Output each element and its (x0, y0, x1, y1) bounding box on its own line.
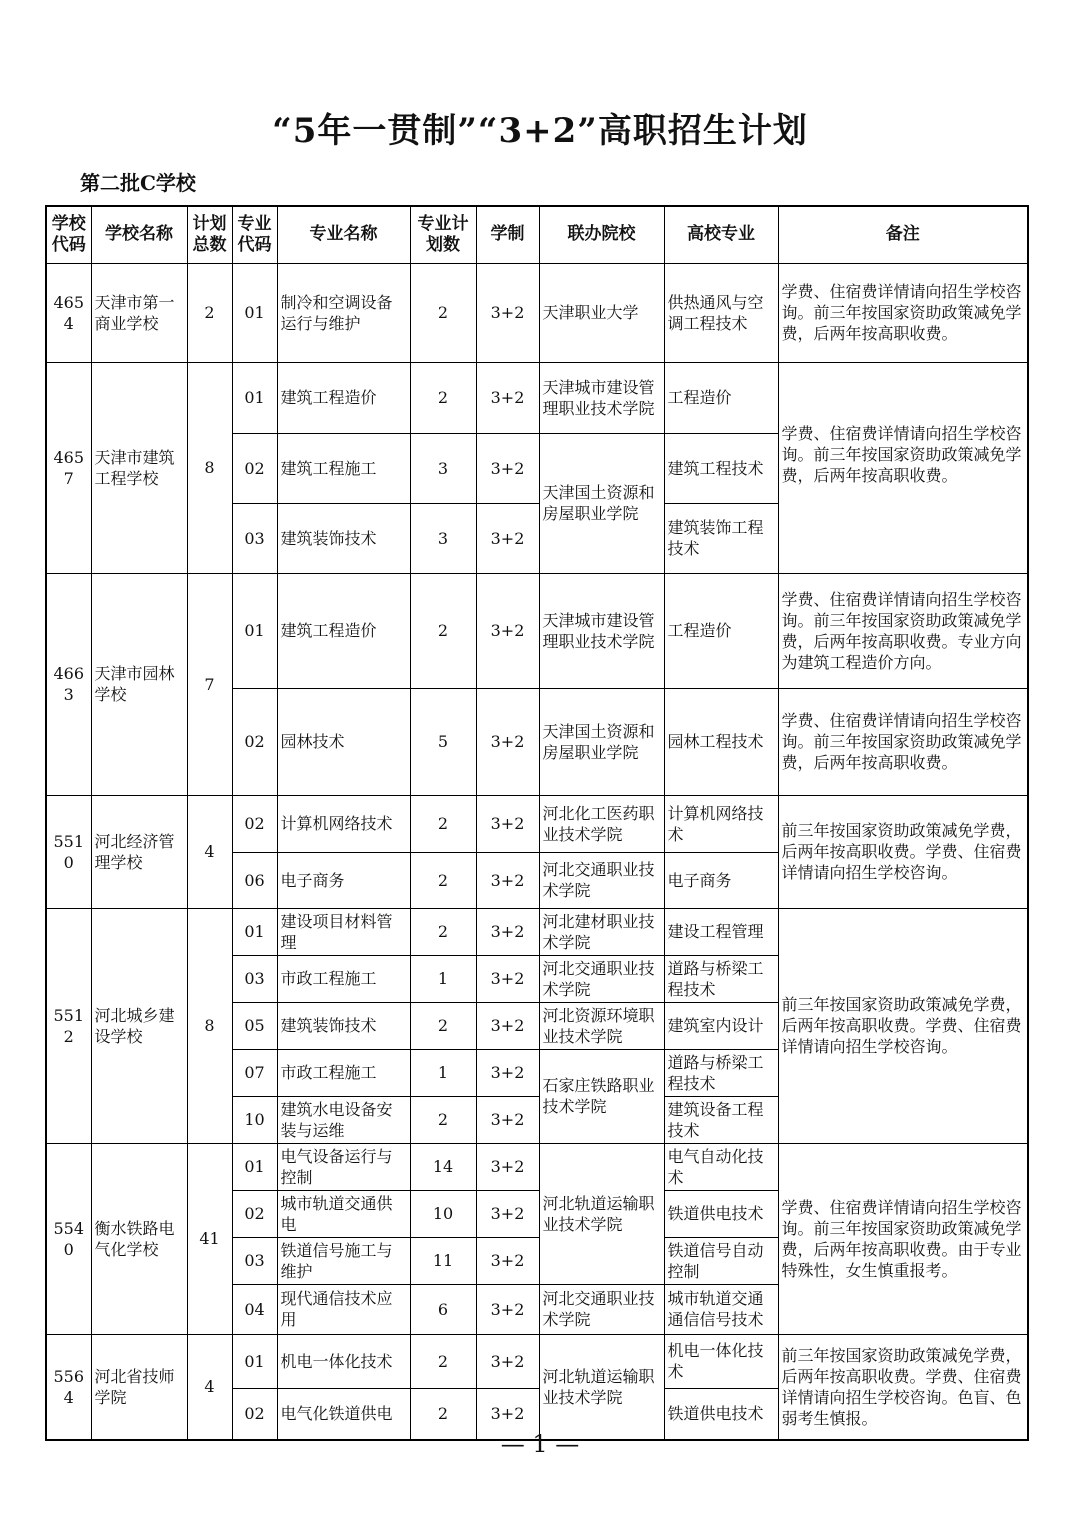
school-code: 5512 (46, 908, 91, 1143)
header-partner: 联办院校 (539, 206, 664, 263)
header-plan-total: 计划总数 (187, 206, 232, 263)
table-row (46, 1143, 1028, 1190)
partner-college: 石家庄铁路职业技术学院 (539, 1049, 664, 1143)
partner-college: 河北交通职业技术学院 (539, 955, 664, 1002)
partner-college: 河北交通职业技术学院 (539, 852, 664, 908)
major-name: 建筑装饰技术 (277, 503, 410, 573)
system: 3+2 (476, 1049, 539, 1096)
major-code: 05 (232, 1002, 277, 1049)
partner-college: 天津国土资源和房屋职业学院 (539, 433, 664, 573)
college-major: 建筑工程技术 (664, 433, 778, 503)
header-school-code: 学校代码 (46, 206, 91, 263)
partner-college: 河北交通职业技术学院 (539, 1284, 664, 1334)
major-code: 01 (232, 908, 277, 955)
major-code: 06 (232, 852, 277, 908)
batch-subtitle: 第二批C学校 (80, 171, 196, 195)
system: 3+2 (476, 433, 539, 503)
major-name: 铁道信号施工与维护 (277, 1237, 410, 1284)
major-plan: 2 (410, 1096, 476, 1143)
school-code: 4654 (46, 263, 91, 362)
note: 前三年按国家资助政策减免学费，后两年按高职收费。学费、住宿费详情请向招生学校咨询。色盲、色弱考生慎报。 (778, 1334, 1028, 1440)
major-code: 04 (232, 1284, 277, 1334)
system: 3+2 (476, 1002, 539, 1049)
header-note: 备注 (778, 206, 1028, 263)
college-major: 电气自动化技术 (664, 1143, 778, 1190)
major-name: 建筑工程造价 (277, 573, 410, 688)
major-plan: 2 (410, 263, 476, 362)
major-name: 电气化铁道供电 (277, 1388, 410, 1440)
school-code: 5540 (46, 1143, 91, 1334)
school-code: 5510 (46, 795, 91, 908)
major-code: 01 (232, 362, 277, 433)
college-major: 道路与桥梁工程技术 (664, 1049, 778, 1096)
major-code: 01 (232, 1334, 277, 1388)
note: 学费、住宿费详情请向招生学校咨询。前三年按国家资助政策减免学费，后两年按高职收费。专业方向为建筑工程造价方向。 (778, 573, 1028, 688)
college-major: 铁道信号自动控制 (664, 1237, 778, 1284)
major-code: 03 (232, 955, 277, 1002)
page-title: “5年一贯制”“3+2”高职招生计划 (272, 111, 808, 151)
plan-total: 4 (187, 795, 232, 908)
partner-college: 河北化工医药职业技术学院 (539, 795, 664, 852)
college-major: 建筑室内设计 (664, 1002, 778, 1049)
system: 3+2 (476, 573, 539, 688)
note: 前三年按国家资助政策减免学费，后两年按高职收费。学费、住宿费详情请向招生学校咨询。 (778, 795, 1028, 908)
school-code: 4663 (46, 573, 91, 795)
school-name: 天津市建筑工程学校 (91, 362, 187, 573)
college-major: 电子商务 (664, 852, 778, 908)
college-major: 建设工程管理 (664, 908, 778, 955)
major-plan: 10 (410, 1190, 476, 1237)
major-name: 计算机网络技术 (277, 795, 410, 852)
major-name: 机电一体化技术 (277, 1334, 410, 1388)
major-code: 01 (232, 1143, 277, 1190)
major-name: 城市轨道交通供电 (277, 1190, 410, 1237)
major-plan: 2 (410, 362, 476, 433)
major-plan: 6 (410, 1284, 476, 1334)
major-plan: 14 (410, 1143, 476, 1190)
system: 3+2 (476, 362, 539, 433)
major-name: 建筑装饰技术 (277, 1002, 410, 1049)
major-name: 电子商务 (277, 852, 410, 908)
major-plan: 5 (410, 688, 476, 795)
note: 学费、住宿费详情请向招生学校咨询。前三年按国家资助政策减免学费，后两年按高职收费。 (778, 688, 1028, 795)
school-code: 5564 (46, 1334, 91, 1440)
header-major-plan: 专业计划数 (410, 206, 476, 263)
college-major: 计算机网络技术 (664, 795, 778, 852)
system: 3+2 (476, 1143, 539, 1190)
college-major: 建筑装饰工程技术 (664, 503, 778, 573)
college-major: 城市轨道交通通信信号技术 (664, 1284, 778, 1334)
college-major: 园林工程技术 (664, 688, 778, 795)
major-plan: 2 (410, 1002, 476, 1049)
college-major: 工程造价 (664, 573, 778, 688)
table-row (46, 263, 1028, 362)
major-code: 07 (232, 1049, 277, 1096)
major-name: 园林技术 (277, 688, 410, 795)
system: 3+2 (476, 1388, 539, 1440)
system: 3+2 (476, 1334, 539, 1388)
table-row (46, 573, 1028, 688)
major-code: 01 (232, 263, 277, 362)
note: 学费、住宿费详情请向招生学校咨询。前三年按国家资助政策减免学费，后两年按高职收费。 (778, 263, 1028, 362)
major-plan: 2 (410, 1388, 476, 1440)
major-name: 现代通信技术应用 (277, 1284, 410, 1334)
major-plan: 2 (410, 908, 476, 955)
school-name: 天津市第一商业学校 (91, 263, 187, 362)
major-name: 建筑工程施工 (277, 433, 410, 503)
major-name: 建设项目材料管理 (277, 908, 410, 955)
header-school-name: 学校名称 (91, 206, 187, 263)
major-code: 02 (232, 433, 277, 503)
school-name: 衡水铁路电气化学校 (91, 1143, 187, 1334)
system: 3+2 (476, 852, 539, 908)
page-number: — 1 — (500, 1430, 580, 1458)
major-code: 10 (232, 1096, 277, 1143)
school-name: 河北经济管理学校 (91, 795, 187, 908)
table-row (46, 1334, 1028, 1388)
system: 3+2 (476, 1284, 539, 1334)
college-major: 道路与桥梁工程技术 (664, 955, 778, 1002)
major-name: 建筑水电设备安装与运维 (277, 1096, 410, 1143)
header-major-code: 专业代码 (232, 206, 277, 263)
major-code: 02 (232, 688, 277, 795)
major-plan: 2 (410, 852, 476, 908)
college-major: 建筑设备工程技术 (664, 1096, 778, 1143)
school-code: 4657 (46, 362, 91, 573)
major-plan: 3 (410, 433, 476, 503)
plan-total: 8 (187, 362, 232, 573)
header-system: 学制 (476, 206, 539, 263)
note: 前三年按国家资助政策减免学费，后两年按高职收费。学费、住宿费详情请向招生学校咨询。 (778, 908, 1028, 1143)
college-major: 机电一体化技术 (664, 1334, 778, 1388)
major-name: 电气设备运行与控制 (277, 1143, 410, 1190)
note: 学费、住宿费详情请向招生学校咨询。前三年按国家资助政策减免学费，后两年按高职收费。由于专业特殊性，女生慎重报考。 (778, 1143, 1028, 1334)
system: 3+2 (476, 263, 539, 362)
system: 3+2 (476, 955, 539, 1002)
header-major-name: 专业名称 (277, 206, 410, 263)
plan-total: 4 (187, 1334, 232, 1440)
plan-total: 2 (187, 263, 232, 362)
school-name: 河北省技师学院 (91, 1334, 187, 1440)
plan-total: 7 (187, 573, 232, 795)
major-plan: 2 (410, 1334, 476, 1388)
system: 3+2 (476, 908, 539, 955)
header-row (46, 206, 1028, 263)
major-code: 03 (232, 503, 277, 573)
major-name: 建筑工程造价 (277, 362, 410, 433)
enrollment-plan-table (45, 205, 1029, 1441)
major-code: 03 (232, 1237, 277, 1284)
table-row (46, 908, 1028, 955)
partner-college: 天津城市建设管理职业技术学院 (539, 573, 664, 688)
partner-college: 天津城市建设管理职业技术学院 (539, 362, 664, 433)
major-plan: 3 (410, 503, 476, 573)
header-college-major: 高校专业 (664, 206, 778, 263)
major-plan: 1 (410, 1049, 476, 1096)
system: 3+2 (476, 503, 539, 573)
college-major: 供热通风与空调工程技术 (664, 263, 778, 362)
major-name: 市政工程施工 (277, 1049, 410, 1096)
table-row (46, 795, 1028, 852)
partner-college: 天津职业大学 (539, 263, 664, 362)
major-code: 01 (232, 573, 277, 688)
college-major: 铁道供电技术 (664, 1190, 778, 1237)
partner-college: 河北轨道运输职业技术学院 (539, 1143, 664, 1284)
note: 学费、住宿费详情请向招生学校咨询。前三年按国家资助政策减免学费，后两年按高职收费。 (778, 362, 1028, 573)
partner-college: 河北资源环境职业技术学院 (539, 1002, 664, 1049)
system: 3+2 (476, 795, 539, 852)
system: 3+2 (476, 1190, 539, 1237)
partner-college: 河北建材职业技术学院 (539, 908, 664, 955)
major-code: 02 (232, 1190, 277, 1237)
college-major: 铁道供电技术 (664, 1388, 778, 1440)
school-name: 天津市园林学校 (91, 573, 187, 795)
major-name: 市政工程施工 (277, 955, 410, 1002)
plan-total: 41 (187, 1143, 232, 1334)
school-name: 河北城乡建设学校 (91, 908, 187, 1143)
major-plan: 11 (410, 1237, 476, 1284)
major-code: 02 (232, 1388, 277, 1440)
major-plan: 2 (410, 573, 476, 688)
system: 3+2 (476, 1096, 539, 1143)
college-major: 工程造价 (664, 362, 778, 433)
system: 3+2 (476, 688, 539, 795)
major-plan: 1 (410, 955, 476, 1002)
partner-college: 河北轨道运输职业技术学院 (539, 1334, 664, 1440)
major-code: 02 (232, 795, 277, 852)
major-plan: 2 (410, 795, 476, 852)
table-row (46, 362, 1028, 433)
partner-college: 天津国土资源和房屋职业学院 (539, 688, 664, 795)
system: 3+2 (476, 1237, 539, 1284)
plan-total: 8 (187, 908, 232, 1143)
major-name: 制冷和空调设备运行与维护 (277, 263, 410, 362)
